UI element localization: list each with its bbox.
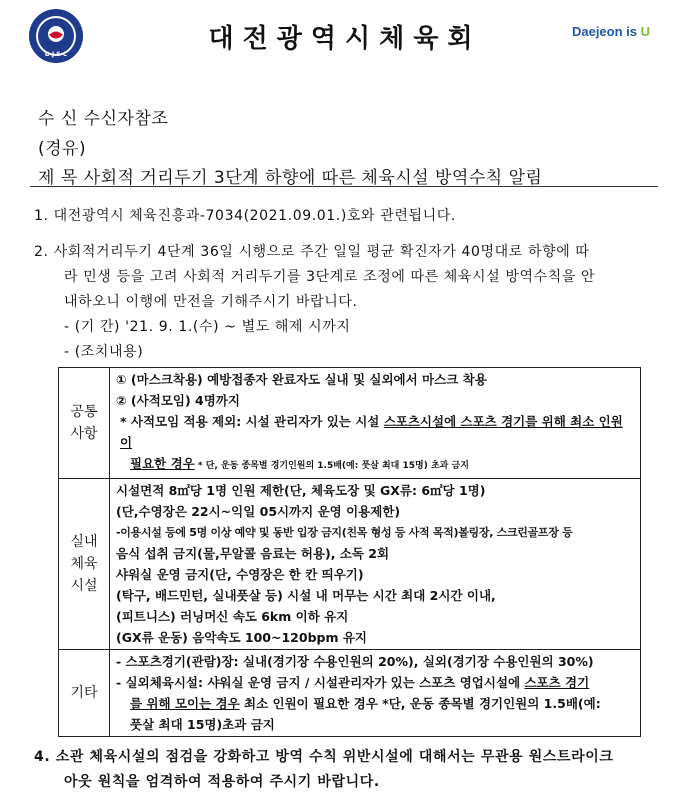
table-row <box>59 479 641 650</box>
indoor-rule: 샤워실 운영 금지(단, 수영장은 한 칸 띄우기) <box>116 567 364 582</box>
etc-rule-outdoor: - 실외체육시설: 샤워실 운영 금지 / 시설관리자가 있는 스포츠 영업시설에 스포츠 경기 <box>116 675 590 690</box>
indoor-rule: (탁구, 배드민턴, 실내풋살 등) 시설 내 머무는 시간 최대 2시간 이내, <box>116 588 496 603</box>
rules-table <box>58 367 641 737</box>
subject-line: 제 목 사회적 거리두기 3단계 하향에 따른 체육시설 방역수칙 알림 <box>38 168 543 188</box>
rule-mask: ① (마스크착용) 예방접종자 완료자도 실내 및 실외에서 마스크 착용 <box>116 372 487 387</box>
paragraph-1: 1. 대전광역시 체육진흥과-7034(2021.09.01.)호와 관련됩니다. <box>34 208 456 224</box>
period-line: - (기 간) '21. 9. 1.(수) ~ 별도 해제 시까지 <box>64 319 351 335</box>
paragraph-2-line-2: 라 민생 등을 고려 사회적 거리두기를 3단계로 조정에 따른 체육시설 방역수칙을 안 <box>64 269 596 285</box>
indoor-rule: -이용시설 등에 5명 이상 예약 및 동반 입장 금지(친목 형성 등 사적 목적)볼링장, 스크린골프장 등 <box>116 526 573 539</box>
category-common: 공통 사항 <box>59 368 110 479</box>
etc-rule-outdoor-cont: 풋살 최대 15명)초과 금지 <box>130 717 275 732</box>
paragraph-4-line-2: 아웃 원칙을 엄격하여 적용하여 주시기 바랍니다. <box>64 774 380 790</box>
rule-gathering: ② (사적모임) 4명까지 <box>116 393 240 408</box>
rule-exemption: * 사적모임 적용 제외: 시설 관리자가 있는 시설 스포츠시설에 스포츠 경기를 위해 최소 인원이 <box>120 414 623 450</box>
paragraph-2-line-3: 내하오니 이행에 만전을 기해주시기 바랍니다. <box>64 294 358 310</box>
recipient-line: 수 신 수신자참조 <box>38 109 169 129</box>
paragraph-2-line-1: 2. 사회적거리두기 4단계 36일 시행으로 주간 일일 평균 확진자가 40명대로 하향에 따 <box>34 244 590 260</box>
rule-exemption-cont: 필요한 경우 * 단, 운동 종목별 경기인원의 1.5배(예: 풋살 최대 15명) 초과 금지 <box>130 456 469 471</box>
etc-rule-outdoor-cont: 를 위해 모이는 경우 최소 인원이 필요한 경우 *단, 운동 종목별 경기인원의 1.5배(예: <box>130 696 601 711</box>
indoor-rule: 시설면적 8㎡당 1명 인원 제한(단, 체육도장 및 GX류: 6㎡당 1명) <box>116 483 486 498</box>
etc-rule-stadium: - 스포츠경기(관람)장: 실내(경기장 수용인원의 20%), 실외(경기장 수용인원의 30%) <box>116 654 594 669</box>
via-line: (경유) <box>38 139 87 159</box>
paragraph-4-line-1: 4. 소관 체육시설의 점검을 강화하고 방역 수칙 위반시설에 대해서는 무관용 원스트라이크 <box>34 749 614 765</box>
common-rules-cell <box>110 368 641 479</box>
indoor-rules-cell <box>110 479 641 650</box>
indoor-rule: 음식 섭취 금지(물,무알콜 음료는 허용), 소독 2회 <box>116 546 390 561</box>
org-title: 대전광역시체육회 <box>208 24 482 54</box>
svg-text:D J S C: D J S C <box>44 51 68 58</box>
slogan: Daejeon is U <box>571 24 650 39</box>
table-row <box>59 650 641 737</box>
indoor-rule: (피트니스) 러닝머신 속도 6km 이하 유지 <box>116 609 349 624</box>
indoor-rule: (GX류 운동) 음악속도 100~120bpm 유지 <box>116 630 367 645</box>
etc-rules-cell <box>110 650 641 737</box>
category-indoor: 실내 체육 시설 <box>59 479 110 650</box>
subject-divider <box>30 186 658 187</box>
table-row <box>59 368 641 479</box>
category-etc: 기타 <box>59 650 110 737</box>
indoor-rule: (단,수영장은 22시~익일 05시까지 운영 이용제한) <box>116 504 401 519</box>
details-label: - (조치내용) <box>64 344 144 360</box>
